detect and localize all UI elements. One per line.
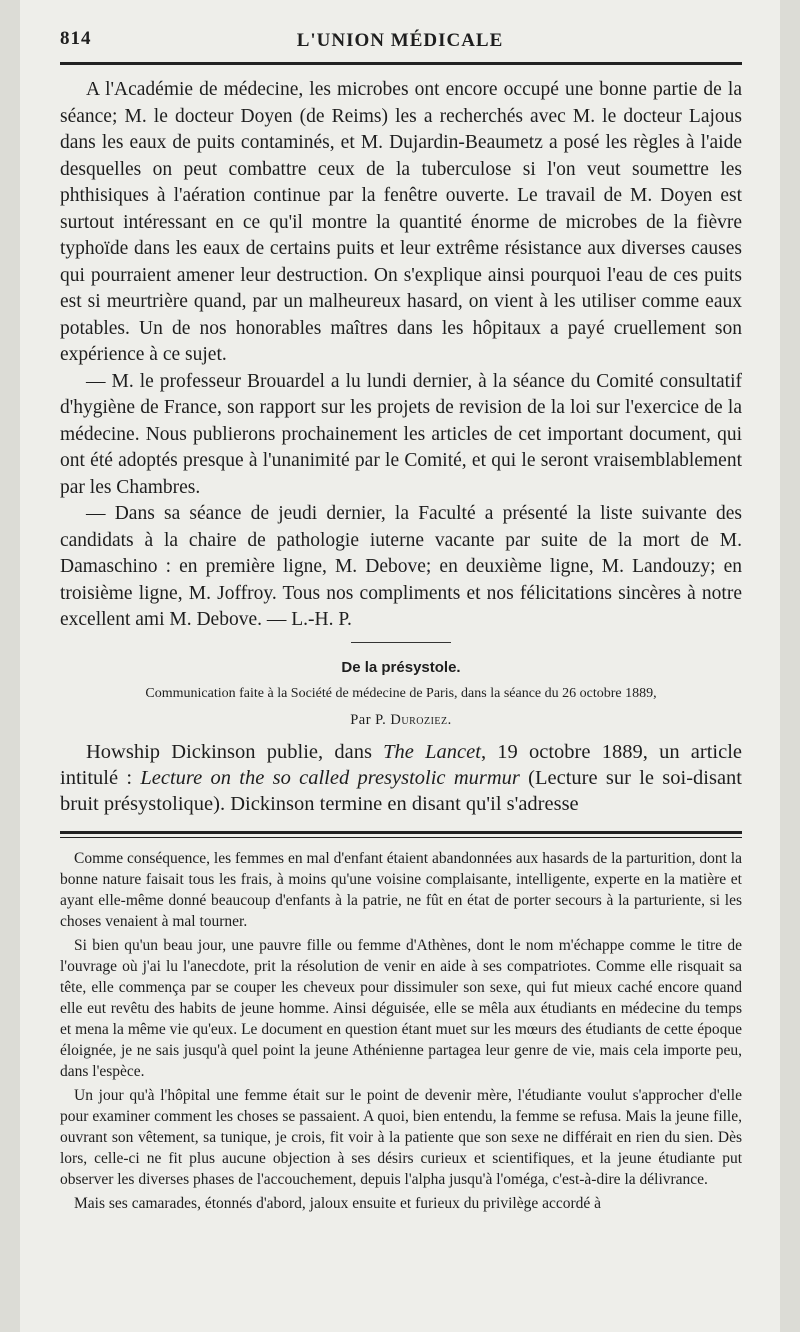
article	[60, 659, 742, 817]
news-paragraph: — Dans sa séance de jeudi dernier, la Faculté a présenté la liste suivante des candidats à la chaire de pathologie iuterne vacante par suite de la mort de M. Damaschino : en première ligne, M. Debove; en deuxième ligne, M. Landouzy; en troisième ligne, M. Joffroy. Tous nos compliments et nos félicitations sincères à notre excellent ami M. Debove. — L.-H. P.	[60, 503, 742, 630]
body-text-end: (Lecture sur le soi-disant bruit présystolique). Dickinson termine en disant qu'il s'adresse	[60, 766, 743, 815]
feuilleton-section	[60, 848, 742, 1214]
footnote-rule	[60, 831, 742, 838]
news-paragraph: A l'Académie de médecine, les microbes ont encore occupé une bonne partie de la séance; M. le docteur Doyen (de Reims) les a recherchés avec M. le docteur Lajous dans les eaux de puits contaminés, et M. Dujardin-Beaumetz a posé les règles à l'aide desquelles on peut combattre ceux de la tuberculose si l'on veut soumettre les phthisiques à l'aération continue par la fenêtre ouverte. Le travail de M. Doyen est surtout intéressant en ce qu'il montre la quantité énorme de microbes de la fièvre typhoïde dans les eaux de certains puits et leur extrême résistance aux diverses causes qui pourraient amener leur destruction. On s'explique ainsi pourquoi l'eau de ces puits est si meurtrière quand, par un malheureux hasard, on vient à les utiliser comme eaux potables. Un de nos honorables maîtres dans les hôpitaux a payé cruellement son expérience à ce sujet.	[60, 79, 742, 365]
body-text-start: Howship Dickinson publie, dans	[86, 740, 384, 763]
body-text-middle: , 19 octobre 1889, un article intitulé :	[60, 740, 743, 789]
header-rule	[60, 62, 742, 65]
lecture-title: Lecture on the so called presystolic murmur	[140, 766, 520, 789]
section-separator	[351, 642, 451, 643]
news-section	[60, 77, 742, 634]
page-number: 814	[60, 28, 92, 49]
feuilleton-paragraph: Comme conséquence, les femmes en mal d'enfant étaient abandonnées aux hasards de la parturition, dont la bonne nature faisait tous les frais, à moins qu'une voisine complaisante, intelligente, experte en la matière et ayant elle-même donné beaucoup d'enfants à la patrie, ne fût en état de porter secours à la parturiente, si les choses venaient à mal tourner.	[60, 849, 742, 930]
article-communication: Communication faite à la Société de médecine de Paris, dans la séance du 26 octobre 1889,	[145, 685, 657, 701]
feuilleton-paragraph: Si bien qu'un beau jour, une pauvre fille ou femme d'Athènes, dont le nom m'échappe comme le titre de l'ouvrage où j'ai lu l'anecdote, prit la résolution de venir en aide à ses compatriotes. Comme elle risquait sa tête, elle commença par se couper les cheveux pour dissimuler son sexe, qui fut mieux caché encore quand elle eut revêtu des habits de jeune homme. Ainsi déguisée, elle se mêla aux étudiants en médecine du temps et mena la même vie qu'eux. Le document en question étant muet sur les mœurs des étudiants de cette époque éloignée, je ne sais jusqu'à quel point la jeune Athénienne partagea leur genre de vie, mais cela importe peu, dans l'espèce.	[60, 936, 742, 1080]
article-body	[60, 739, 742, 817]
journal-page	[20, 0, 780, 1332]
article-author	[60, 712, 742, 729]
author-name: Duroziez.	[390, 711, 452, 728]
journal-title: L'UNION MÉDICALE	[296, 30, 504, 51]
news-paragraph: — M. le professeur Brouardel a lu lundi dernier, à la séance du Comité consultatif d'hygiène de France, son rapport sur les projets de revision de la loi sur l'exercice de la médecine. Nous publierons prochainement les articles de cet important document, qui ont été adoptés presque à l'unanimité par le Comité, et qui le seront vraisemblablement par les Chambres.	[60, 370, 742, 498]
feuilleton-paragraph: Mais ses camarades, étonnés d'abord, jaloux ensuite et furieux du privilège accordé à	[74, 1194, 602, 1212]
author-prefix: Par P.	[350, 711, 387, 728]
feuilleton-paragraph: Un jour qu'à l'hôpital une femme était sur le point de devenir mère, l'étudiante voulut s'approcher d'elle pour examiner comment les choses se passaient. A quoi, bien entendu, la femme se refusa. Mais la jeune fille, ouvrant son vêtement, sa tunique, je crois, fit voir à la patiente que son sexe ne différait en rien du sien. Dès lors, celle-ci ne fit plus aucune objection à ses désirs curieux et scientifiques, et la jeune étudiante put observer les diverses phases de l'accouchement, depuis l'alpha jusqu'à l'oméga, c'est-à-dire la délivrance.	[60, 1086, 742, 1188]
journal-name: The Lancet	[383, 740, 481, 763]
article-title: De la présystole.	[341, 658, 461, 676]
